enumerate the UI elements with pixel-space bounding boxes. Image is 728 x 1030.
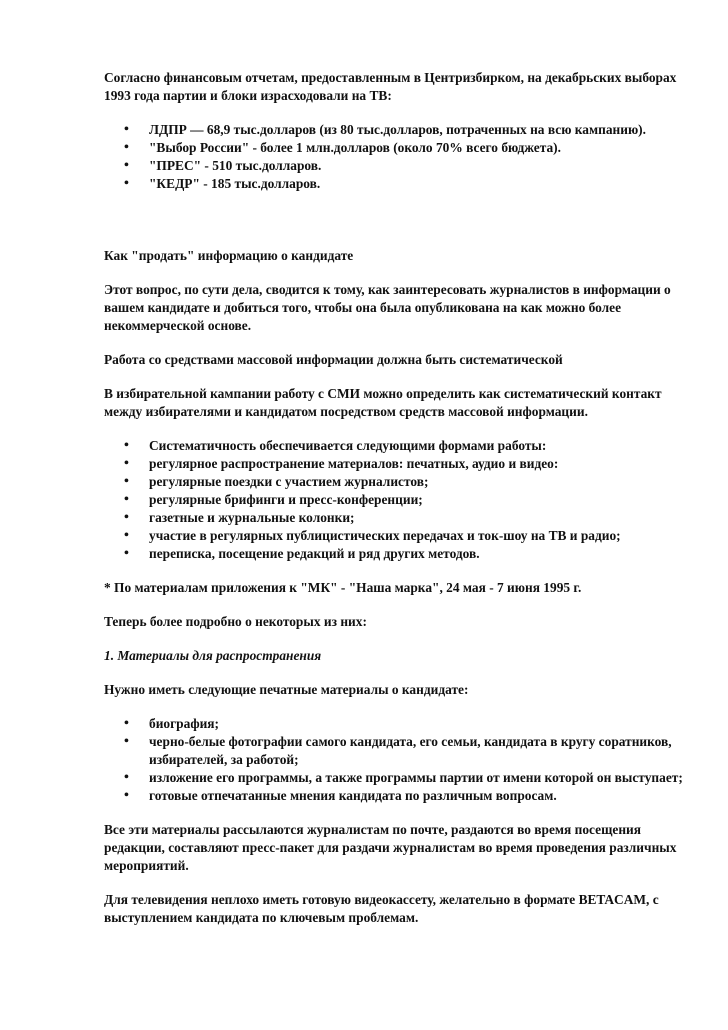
subheading-materials: 1. Материалы для распространения (104, 648, 322, 663)
list-item: • участие в регулярных публицистических передачах и ток-шоу на ТВ и радио; (104, 527, 684, 545)
list-item: • регулярные брифинги и пресс-конференции; (104, 491, 684, 509)
source-note: * По материалам приложения к "МК" - "Наша марка", 24 мая - 7 июня 1995 г. (104, 580, 582, 595)
list-item: • регулярные поездки с участием журналистов; (104, 473, 684, 491)
paragraph-systematic: Работа со средствами массовой информации должна быть систематической (104, 352, 563, 367)
list-item: • "КЕДР" - 185 тыс.долларов. (104, 175, 684, 193)
paragraph-definition: В избирательной кампании работу с СМИ можно определить как систематический контакт между избирателями и кандидатом посредством средств массовой информации. (104, 386, 662, 419)
list-item: • готовые отпечатанные мнения кандидата по различным вопросам. (104, 787, 684, 805)
paragraph-question: Этот вопрос, по сути дела, сводится к тому, как заинтересовать журналистов в информации о вашем кандидате и добиться того, чтобы она была опубликована на как можно более некоммерческой основе. (104, 282, 671, 333)
document-page (104, 69, 684, 927)
paragraph-materials-intro: Нужно иметь следующие печатные материалы о кандидате: (104, 682, 469, 697)
work-forms-list (104, 437, 684, 563)
paragraph-distribution: Все эти материалы рассылаются журналистам по почте, раздаются во время посещения редакции, составляют пресс-пакет для раздачи журналистам во время проведения различных мероприятий. (104, 822, 677, 873)
list-item: • ЛДПР — 68,9 тыс.долларов (из 80 тыс.долларов, потраченных на всю кампанию). (104, 121, 684, 139)
list-item: • Систематичность обеспечивается следующими формами работы: (104, 437, 684, 455)
list-item: • "ПРЕС" - 510 тыс.долларов. (104, 157, 684, 175)
list-item: • биография; (104, 715, 684, 733)
section-heading: Как "продать" информацию о кандидате (104, 248, 354, 263)
list-item: • переписка, посещение редакций и ряд других методов. (104, 545, 684, 563)
list-item: • "Выбор России" - более 1 млн.долларов (около 70% всего бюджета). (104, 139, 684, 157)
printed-materials-list (104, 715, 684, 805)
list-item: • регулярное распространение материалов: печатных, аудио и видео: (104, 455, 684, 473)
tv-spending-list (104, 121, 684, 193)
list-item: • изложение его программы, а также программы партии от имени которой он выступает; (104, 769, 684, 787)
list-item: • черно-белые фотографии самого кандидата, его семьи, кандидата в кругу соратников, избирателей, за работой; (104, 733, 684, 769)
intro-paragraph: Согласно финансовым отчетам, предоставленным в Центризбирком, на декабрьских выборах 1993 года партии и блоки израсходовали на ТВ: (104, 70, 677, 103)
paragraph-television: Для телевидения неплохо иметь готовую видеокассету, желательно в формате BETACAM, с выступлением кандидата по ключевым проблемам. (104, 892, 659, 925)
list-item: • газетные и журнальные колонки; (104, 509, 684, 527)
paragraph-details: Теперь более подробно о некоторых из них: (104, 614, 367, 629)
